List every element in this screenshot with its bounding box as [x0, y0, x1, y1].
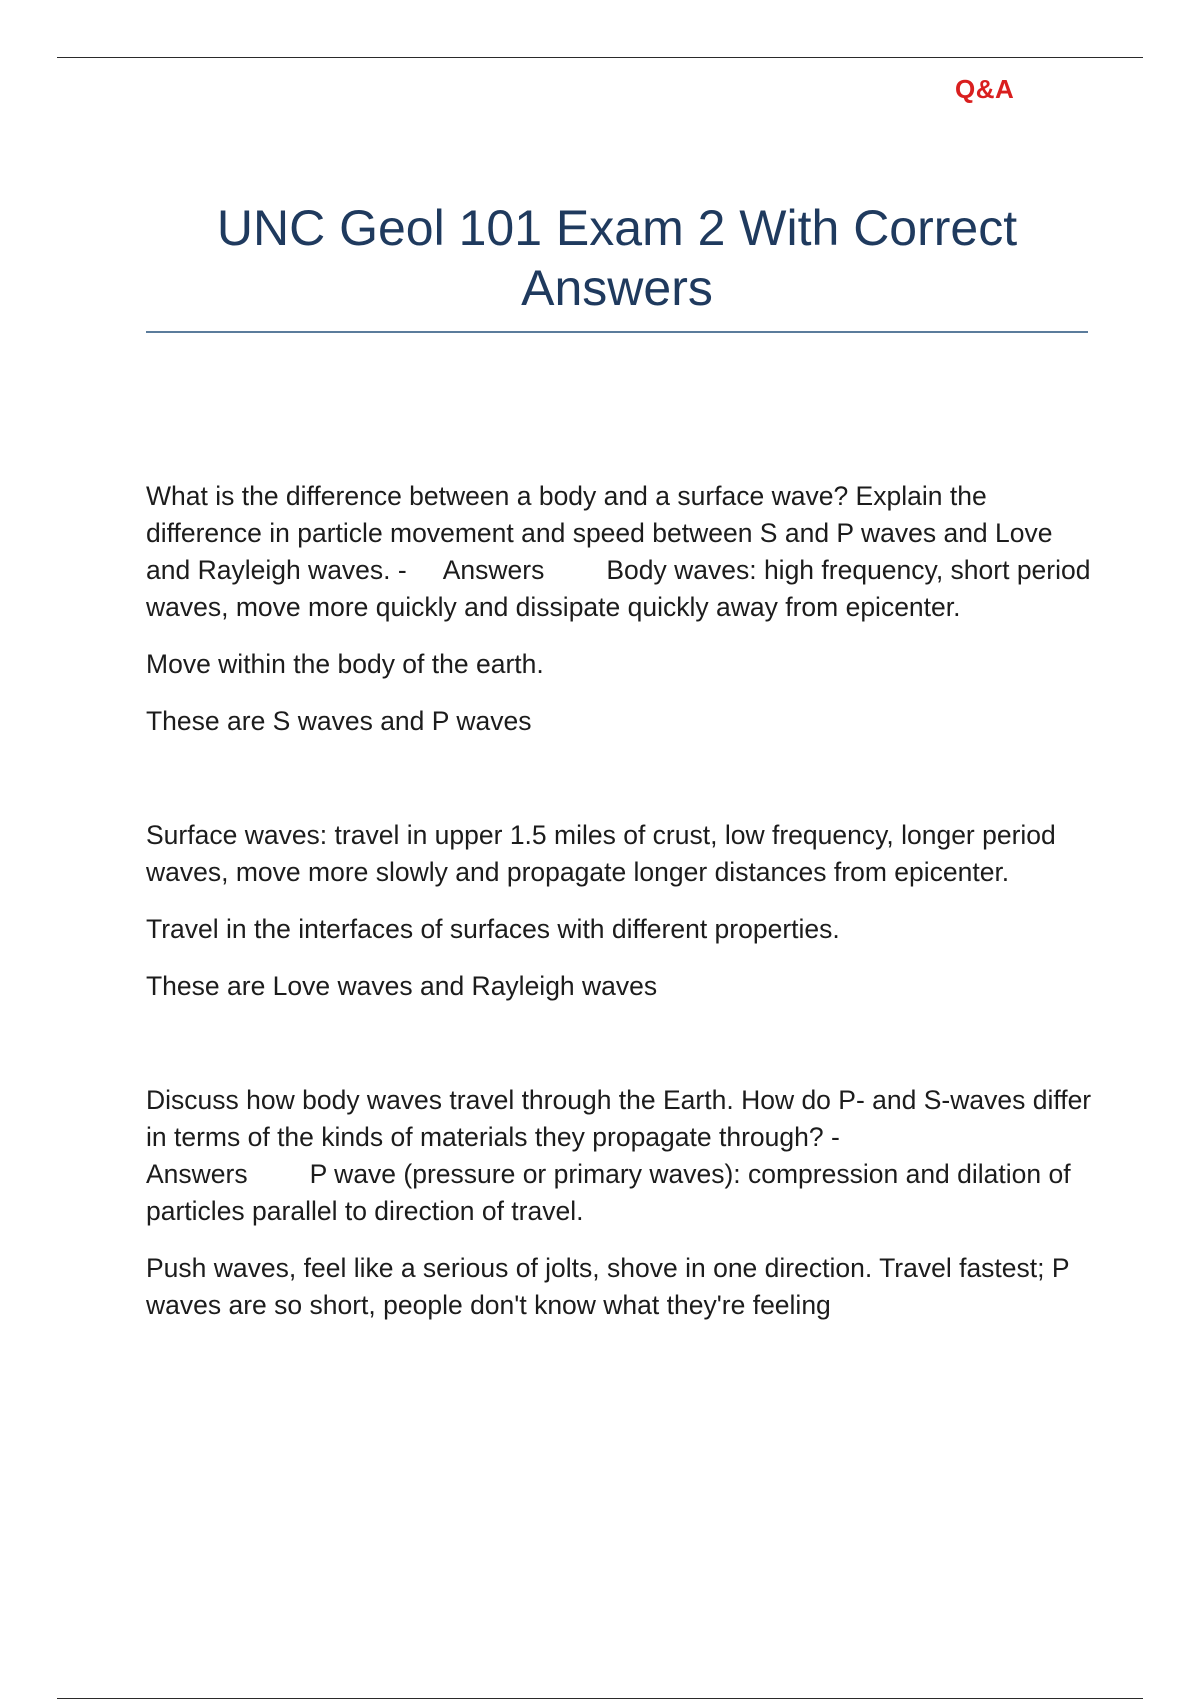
question-1-text: What is the difference between a body and a surface wave? Explain the difference in particle movement and speed between S and P waves and Love and Rayleigh waves. - [146, 481, 1053, 585]
qa-badge: Q&A [955, 74, 1015, 104]
answer-1-paragraph: These are S waves and P waves [146, 706, 532, 736]
top-rule [57, 57, 1143, 58]
title-underline [146, 331, 1088, 333]
answer-1-lead: Body waves: high frequency, short period waves, move more quickly and dissipate quickly away from epicenter. [146, 555, 1091, 622]
answer-1-surface-paragraph: Travel in the interfaces of surfaces with different properties. [146, 914, 840, 944]
answer-2-lead: P wave (pressure or primary waves): compression and dilation of particles parallel to direction of travel. [146, 1159, 1071, 1226]
answer-1-surface-paragraph: These are Love waves and Rayleigh waves [146, 971, 658, 1001]
title-block [146, 198, 1088, 318]
answer-2-paragraph: Push waves, feel like a serious of jolts, shove in one direction. Travel fastest; P waves are so short, people don't know what they're feeling [146, 1253, 1070, 1320]
answers-label-2: Answers [146, 1159, 248, 1189]
document-body [146, 478, 1096, 1344]
question-1 [146, 478, 1096, 626]
document-title: UNC Geol 101 Exam 2 With Correct Answers [216, 200, 1018, 316]
answer-1-paragraph: Move within the body of the earth. [146, 649, 544, 679]
question-2-text: Discuss how body waves travel through the Earth. How do P- and S-waves differ in terms of the kinds of materials they propagate through? - [146, 1085, 1092, 1152]
answers-label-1: Answers [442, 555, 545, 585]
answer-1-surface-paragraph: Surface waves: travel in upper 1.5 miles of crust, low frequency, longer period waves, move more slowly and propagate longer distances from epicenter. [146, 820, 1056, 887]
bottom-rule [57, 1698, 1143, 1699]
question-2 [146, 1082, 1096, 1230]
